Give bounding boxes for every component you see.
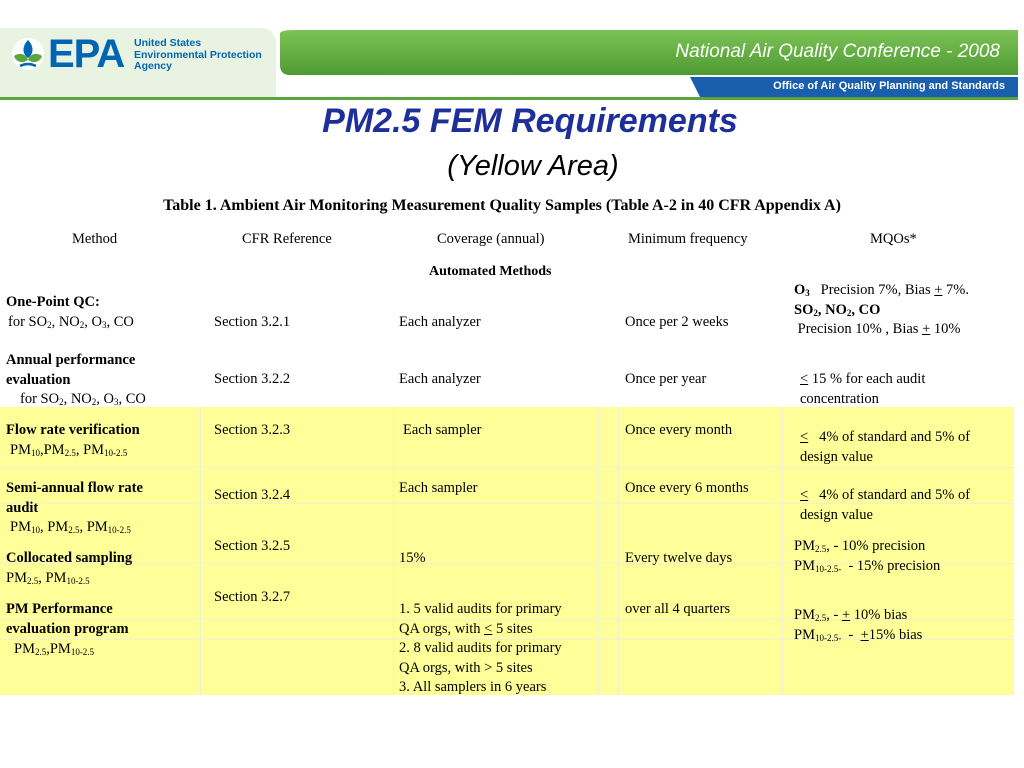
coverage: Each sampler bbox=[403, 422, 482, 438]
agency-line: Agency bbox=[134, 60, 172, 72]
method-title: One-Point QC: bbox=[6, 294, 100, 310]
page-title: PM2.5 FEM Requirements bbox=[322, 102, 738, 140]
column-header-cfr: CFR Reference bbox=[242, 231, 332, 247]
mqo: $PM_{2.5}$, - + 10% bias $PM_{10-2.5-} - +15\%$ bias bbox=[794, 607, 923, 643]
method-pollutants: $PM_{10}$, $PM_{2.5}$, $PM_{10-2.5}$ bbox=[10, 519, 131, 535]
mqo: < 4% of standard and 5% of design value bbox=[800, 429, 971, 465]
column-header-frequency: Minimum frequency bbox=[628, 231, 748, 247]
cfr-reference: Section 3.2.3 bbox=[214, 422, 291, 438]
cfr-reference: Section 3.2.5 bbox=[214, 538, 291, 554]
method-title: Collocated sampling bbox=[6, 550, 133, 566]
method-pollutants: for $SO_2$, $NO_2$, $O_3$, CO bbox=[20, 391, 146, 407]
cfr-reference: Section 3.2.1 bbox=[214, 314, 291, 330]
column-header-mqo: MQOs* bbox=[870, 231, 917, 247]
office-name: Office of Air Quality Planning and Standards bbox=[773, 80, 1005, 92]
epa-flower-icon bbox=[10, 36, 46, 72]
frequency: Once per 2 weeks bbox=[625, 314, 729, 330]
mqo: $PM_{2.5}$, - 10% precision $PM_{10-2.5-} - 15\%$ precision bbox=[794, 538, 941, 574]
agency-name bbox=[134, 38, 262, 73]
cfr-reference: Section 3.2.4 bbox=[214, 487, 291, 503]
cfr-reference: Section 3.2.7 bbox=[214, 589, 291, 605]
coverage: Each analyzer bbox=[399, 314, 481, 330]
conference-title: National Air Quality Conference - 2008 bbox=[675, 41, 1000, 62]
coverage: 15% bbox=[399, 550, 426, 566]
page-subtitle: (Yellow Area) bbox=[447, 150, 619, 182]
header-banner bbox=[0, 0, 1024, 100]
coverage: Each analyzer bbox=[399, 371, 481, 387]
coverage: 1. 5 valid audits for primary QA orgs, with < 5 sites 2. 8 valid audits for primary QA orgs, with > 5 sites 3. All samplers in 6 years bbox=[399, 601, 562, 695]
column-header-coverage: Coverage (annual) bbox=[437, 231, 545, 247]
frequency: Every twelve days bbox=[625, 550, 733, 566]
frequency: Once every 6 months bbox=[625, 480, 749, 496]
method-pollutants: $PM_{10},PM_{2.5}$, $PM_{10-2.5}$ bbox=[10, 442, 128, 458]
method-pollutants: for $SO_2$, $NO_2$, $O_3$, CO bbox=[8, 314, 134, 330]
table-caption: Table 1. Ambient Air Monitoring Measurement Quality Samples (Table A-2 in 40 CFR Appendix A) bbox=[163, 197, 841, 214]
agency-line: Environmental Protection bbox=[134, 48, 262, 61]
cfr-reference: Section 3.2.2 bbox=[214, 371, 291, 387]
method-title: Annual performance evaluation bbox=[6, 352, 136, 388]
frequency: Once every month bbox=[625, 422, 733, 438]
coverage: Each sampler bbox=[399, 480, 478, 496]
frequency: Once per year bbox=[625, 371, 707, 387]
epa-wordmark: EPA bbox=[48, 32, 125, 76]
mqo: < 4% of standard and 5% of design value bbox=[800, 487, 971, 523]
frequency: over all 4 quarters bbox=[625, 601, 731, 617]
method-title: Semi-annual flow rate audit bbox=[6, 480, 143, 516]
agency-line: United States bbox=[134, 37, 202, 49]
method-title: PM Performance evaluation program bbox=[6, 601, 129, 637]
epa-logo bbox=[6, 30, 274, 80]
method-title: Flow rate verification bbox=[6, 422, 140, 438]
mqo: < 15 % for each audit concentration bbox=[800, 371, 926, 407]
column-header-method: Method bbox=[72, 231, 118, 247]
method-pollutants: $PM_{2.5}$, $PM_{10-2.5}$ bbox=[6, 570, 90, 586]
section-label: Automated Methods bbox=[429, 264, 552, 279]
method-pollutants: $PM_{2.5},PM_{10-2.5}$ bbox=[14, 641, 95, 657]
mqo: $O_3$ Precision 7%, Bias + 7%. $SO_2$, $NO_2$, CO Precision 10% , Bias + 10% bbox=[794, 282, 970, 337]
